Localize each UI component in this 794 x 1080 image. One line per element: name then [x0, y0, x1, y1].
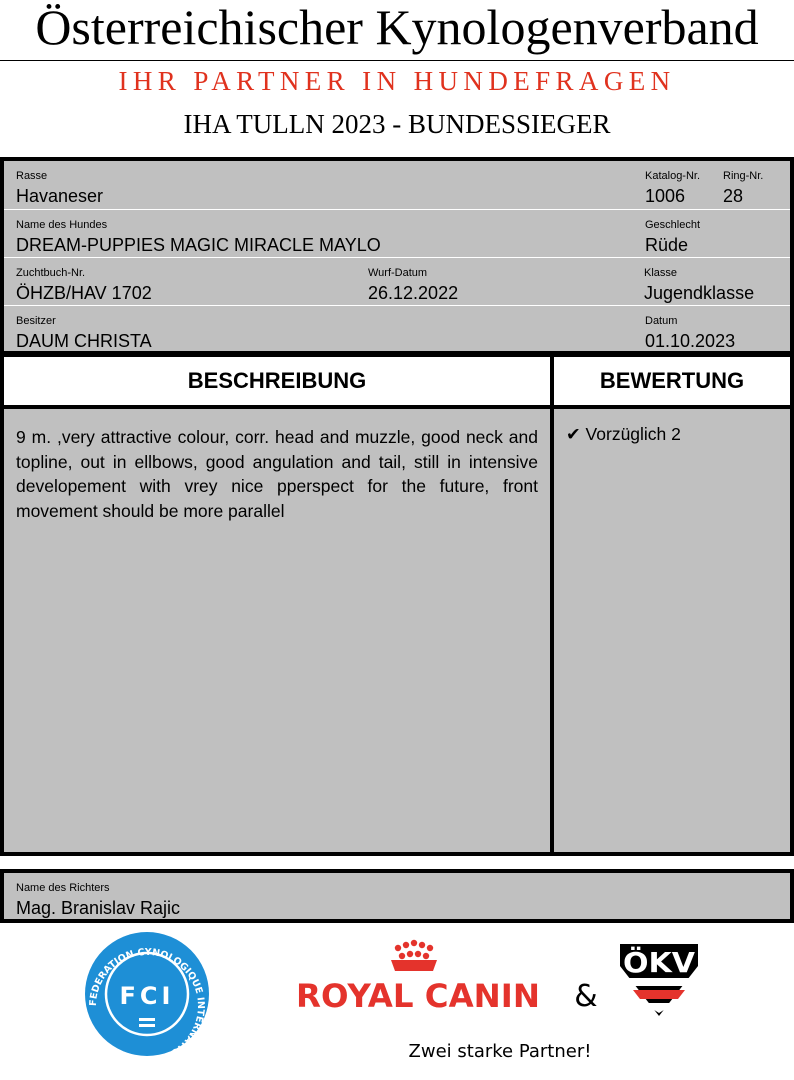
description-header: BESCHREIBUNG [4, 357, 550, 405]
studbook-label: Zuchtbuch-Nr. [16, 267, 86, 279]
class-label: Klasse [644, 267, 678, 279]
okv-logo [620, 944, 698, 1016]
judge-label: Name des Richters [16, 882, 110, 894]
owner-label: Besitzer [16, 315, 56, 327]
fci-ring-text: FEDERATION CYNOLOGIQUE INTERNATIONALE [87, 946, 207, 1066]
class-value: Jugendklasse [644, 283, 755, 303]
royal-canin-text: ROYAL CANIN [296, 977, 540, 1015]
breed-value: Havaneser [16, 186, 104, 206]
sex-label: Geschlecht [645, 219, 701, 231]
evaluation-panel [0, 353, 794, 856]
catalog-value: 1006 [645, 186, 686, 206]
partner-logos [0, 930, 794, 1080]
royal-canin-logo [296, 940, 598, 1015]
birth-date-label: Wurf-Datum [368, 267, 428, 279]
check-icon: ✔ [566, 424, 581, 444]
tagline: IHR PARTNER IN HUNDEFRAGEN [118, 66, 676, 96]
dog-info-panel [0, 157, 794, 355]
dog-name-label: Name des Hundes [16, 219, 108, 231]
rating-header: BEWERTUNG [554, 357, 790, 405]
info-row-owner [4, 305, 790, 353]
info-row-breed [4, 161, 790, 209]
catalog-label: Katalog-Nr. [645, 170, 701, 182]
header-divider [4, 405, 790, 409]
title-divider [0, 60, 794, 61]
judge-panel [0, 869, 794, 923]
judge-value: Mag. Branislav Rajic [16, 898, 181, 918]
birth-date-value: 26.12.2022 [368, 283, 459, 303]
slogan: Zwei starke Partner! [408, 1041, 592, 1062]
description-text: 9 m. ,very attractive colour, corr. head and muzzle, good neck and topline, out in ellbows, good angulation and tail, still in intensive developement with vrey nice pperspect for the future, front movement should be more parallel [16, 427, 538, 521]
date-value: 01.10.2023 [645, 331, 736, 351]
studbook-value: ÖHZB/HAV 1702 [16, 283, 152, 303]
organization-title: Österreichischer Kynologenverband [35, 0, 759, 55]
crown-icon [391, 940, 437, 971]
ring-label: Ring-Nr. [723, 170, 764, 182]
sex-value: Rüde [645, 235, 689, 255]
fci-text: FCI [119, 982, 175, 1010]
column-divider [550, 357, 554, 852]
owner-value: DAUM CHRISTA [16, 331, 152, 351]
dog-name-value: DREAM-PUPPIES MAGIC MIRACLE MAYLO [16, 235, 381, 255]
fci-logo [85, 932, 209, 1065]
rating-value: Vorzüglich 2 [585, 424, 681, 444]
date-label: Datum [645, 315, 678, 327]
event-title: IHA TULLN 2023 - BUNDESSIEGER [183, 109, 611, 139]
okv-text: ÖKV [623, 946, 691, 979]
info-row-name [4, 209, 790, 257]
ampersand: & [574, 979, 598, 1014]
breed-label: Rasse [16, 170, 48, 182]
info-row-studbook [4, 257, 790, 305]
rating-entry [566, 423, 681, 445]
ring-value: 28 [723, 186, 744, 206]
